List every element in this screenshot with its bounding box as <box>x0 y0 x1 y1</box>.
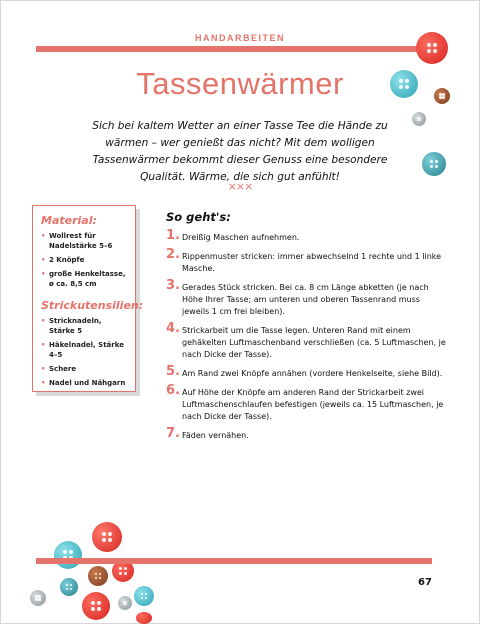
step-text: Strickarbeit um die Tasse legen. Unteren Rand mit einem gehäkelten Luftmaschenband verschließen (ca. 5 Luftmaschen, je nach Dicke der Tasse). <box>182 326 446 359</box>
step-text: Am Rand zwei Knöpfe annähen (vordere Henkelseite, siehe Bild). <box>182 369 443 378</box>
step-number: 6. <box>166 383 180 398</box>
grey-button-icon <box>412 112 426 126</box>
step-text: Fäden vernähen. <box>182 431 249 440</box>
red-button-icon <box>82 592 110 620</box>
step-text: Auf Höhe der Knöpfe am anderen Rand der Strickarbeit zwei Luftmaschenschlaufen befestigen (jeweils ca. 15 Luftmaschen, je nach Dicke der Tasse). <box>182 388 444 421</box>
list-item: • 2 Knöpfe <box>41 255 129 265</box>
material-list <box>41 231 129 289</box>
tools-heading: Strickutensilien: <box>41 299 144 312</box>
section-label: HANDARBEITEN <box>195 33 285 43</box>
step-number: 1. <box>166 228 180 243</box>
page-title: Tassenwärmer <box>136 66 344 101</box>
top-rule <box>36 46 428 52</box>
grey-button-icon <box>118 596 132 610</box>
teal-button-icon <box>54 541 82 569</box>
ornament: ××× <box>227 180 253 193</box>
red-button-icon <box>416 32 448 64</box>
teal-button-icon <box>134 586 154 606</box>
list-item: • Schere <box>41 364 129 374</box>
brown-button-icon <box>88 566 108 586</box>
list-item: • Wollrest für Nadelstärke 5–6 <box>41 231 129 251</box>
list-item: • Nadel und Nähgarn <box>41 378 129 388</box>
step-item <box>166 247 448 275</box>
step-number: 7. <box>166 426 180 441</box>
step-text: Gerades Stück stricken. Bei ca. 8 cm Länge abketten (je nach Höhe Ihrer Tasse; am unteren und oberen Tassenrand muss jeweils 1 cm frei bleiben). <box>182 283 429 316</box>
step-item <box>166 228 448 244</box>
list-item: • Stricknadeln, Stärke 5 <box>41 316 129 336</box>
instructions-heading: So geht's: <box>166 210 231 224</box>
list-item: • Häkelnadel, Stärke 4–5 <box>41 340 129 360</box>
material-heading: Material: <box>41 214 97 227</box>
bottom-rule <box>36 558 432 564</box>
step-number: 3. <box>166 278 180 293</box>
intro-text: Sich bei kaltem Wetter an einer Tasse Tee die Hände zu wärmen – wer genießt das nicht? Mit dem wolligen Tassenwärmer bekommt dieser Genuss eine besondere Qualität. Wärme, die sich gut anfühlt! <box>92 120 388 183</box>
teal-button-icon <box>422 152 446 176</box>
page-number: 67 <box>418 577 432 588</box>
instructions-list <box>166 228 448 449</box>
teal-button-icon <box>60 578 78 596</box>
step-number: 4. <box>166 321 180 336</box>
list-item: • große Henkeltasse, ø ca. 8,5 cm <box>41 269 129 289</box>
step-text: Rippenmuster stricken: immer abwechselnd 1 rechte und 1 linke Masche. <box>182 252 442 273</box>
step-number: 5. <box>166 364 180 379</box>
step-item <box>166 383 448 423</box>
material-box <box>32 205 144 392</box>
red-button-icon <box>92 522 122 552</box>
tools-list <box>41 316 129 388</box>
step-item <box>166 321 448 361</box>
step-item <box>166 426 448 442</box>
step-number: 2. <box>166 247 180 262</box>
step-item <box>166 278 448 318</box>
step-text: Dreißig Maschen aufnehmen. <box>182 233 300 242</box>
step-item <box>166 364 448 380</box>
grey-button-icon <box>30 590 46 606</box>
red-button-icon <box>136 612 152 624</box>
